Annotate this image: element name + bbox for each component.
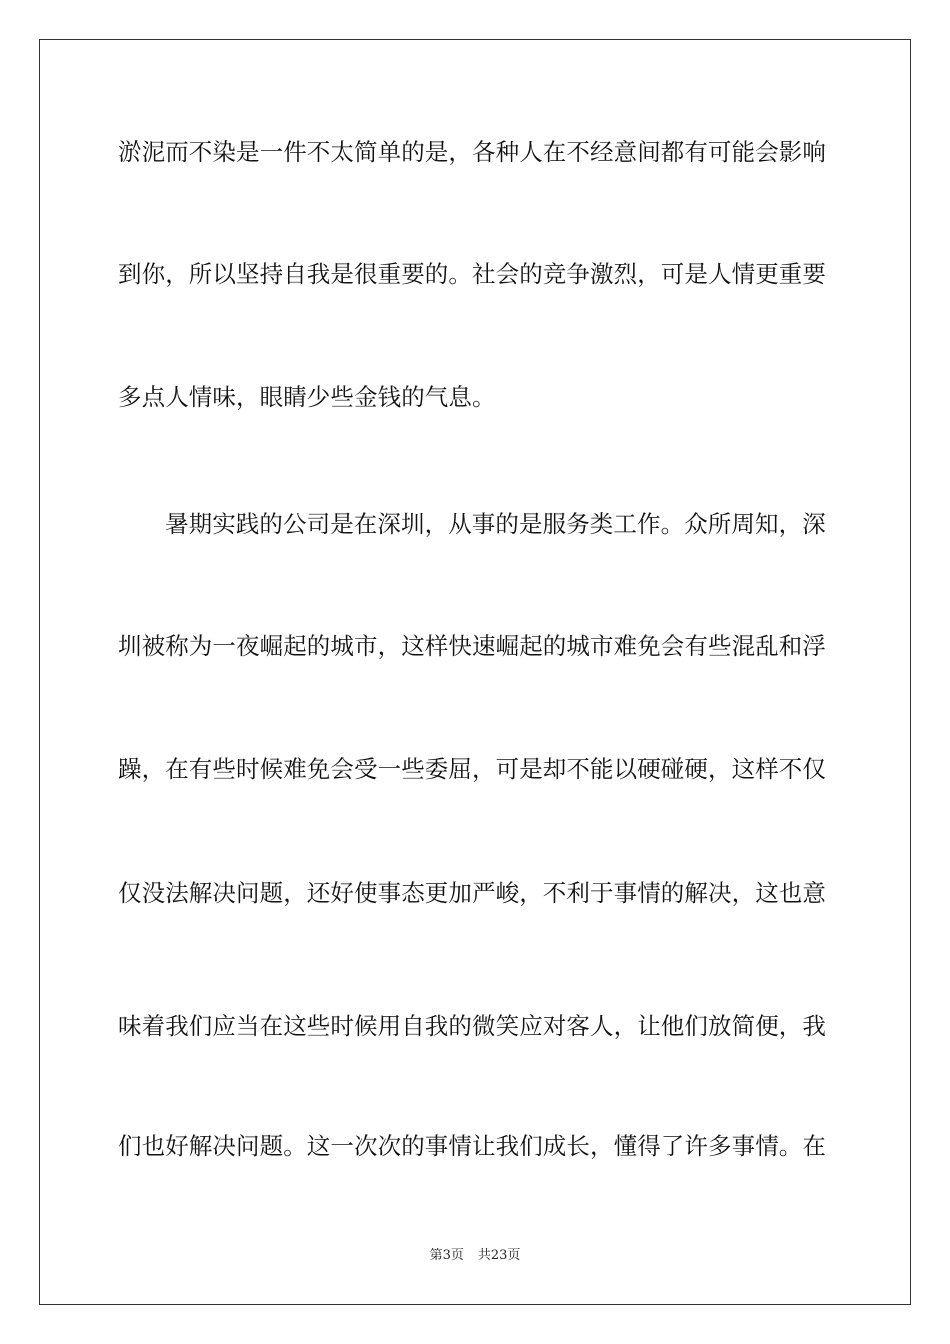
text-line: 圳被称为一夜崛起的城市，这样快速崛起的城市难免会有些混乱和浮: [118, 632, 826, 660]
page-number: 第3页: [429, 1248, 464, 1263]
paragraph-first-line: 暑期实践的公司是在深圳，从事的是服务类工作。众所周知，深: [165, 510, 826, 538]
text-line: 味着我们应当在这些时候用自我的微笑应对客人，让他们放简便，我: [118, 1012, 826, 1040]
page-border: [39, 39, 911, 1305]
text-line: 躁，在有些时候难免会受一些委屈，可是却不能以硬碰硬，这样不仅: [118, 755, 826, 783]
text-line: 们也好解决问题。这一次次的事情让我们成长，懂得了许多事情。在: [118, 1132, 826, 1160]
text-line: 多点人情味，眼睛少些金钱的气息。: [118, 383, 496, 411]
page-total: 共23页: [477, 1248, 521, 1263]
text-line: 淤泥而不染是一件不太简单的是，各种人在不经意间都有可能会影响: [118, 138, 826, 166]
text-line: 仅没法解决问题，还好使事态更加严峻，不利于事情的解决，这也意: [118, 879, 826, 907]
page-footer: [0, 1248, 950, 1264]
text-line: 到你，所以坚持自我是很重要的。社会的竞争激烈，可是人情更重要: [118, 260, 826, 288]
